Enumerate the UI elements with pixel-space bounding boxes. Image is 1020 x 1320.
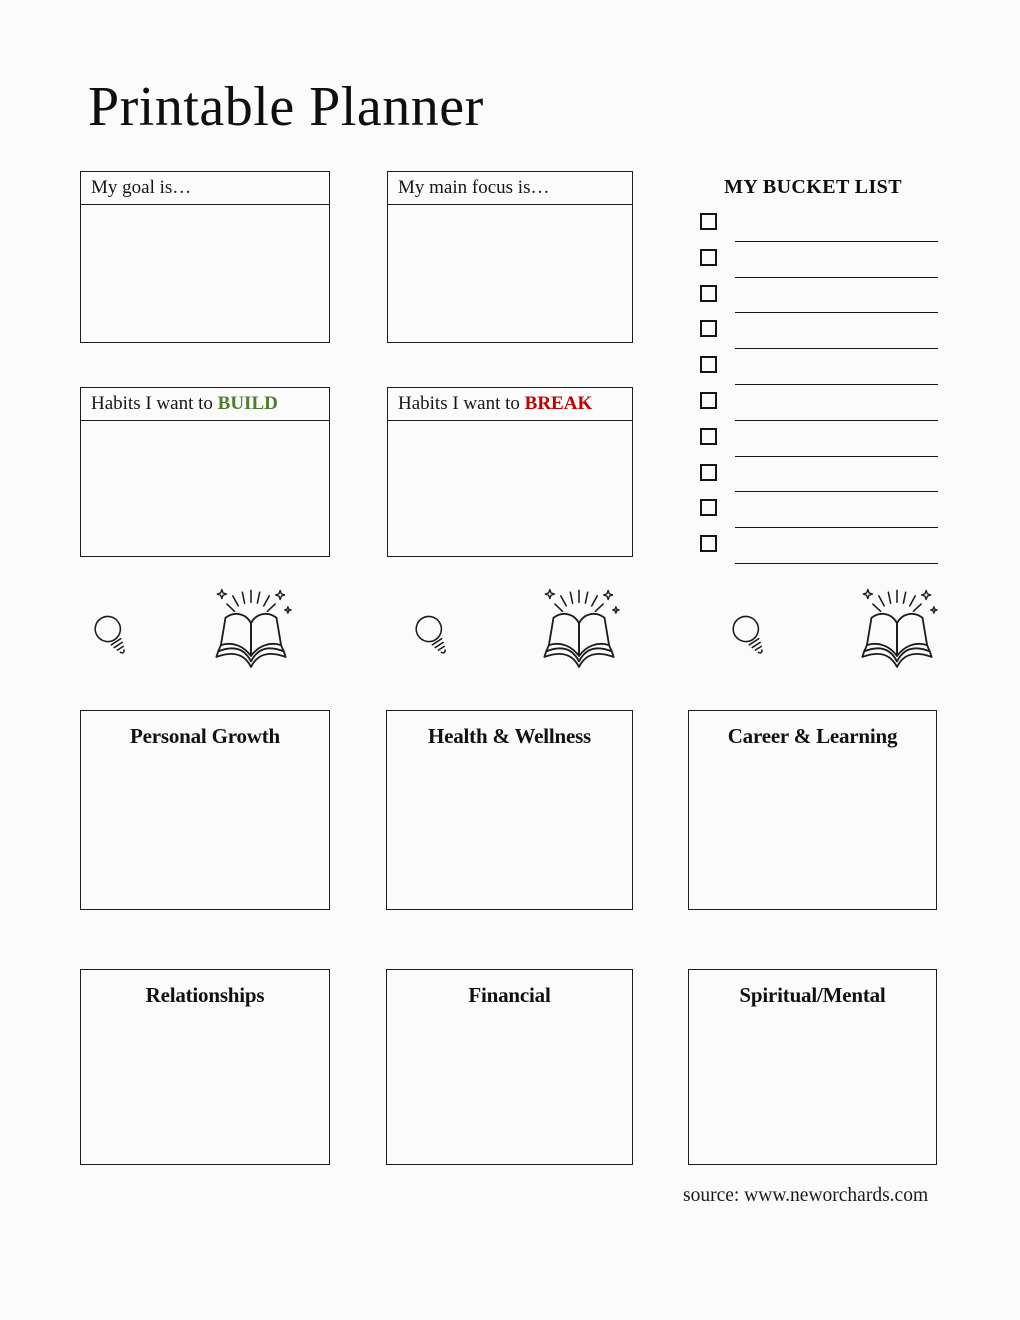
- bucket-list-item: [688, 499, 938, 535]
- habits-break-write-area[interactable]: [388, 421, 632, 556]
- goal-box-label: My goal is…: [91, 177, 192, 198]
- goal-box-write-area[interactable]: [81, 205, 329, 342]
- checkbox-icon[interactable]: [700, 356, 717, 373]
- bucket-write-line[interactable]: [735, 456, 938, 457]
- bucket-list-item: [688, 535, 938, 571]
- checkbox-icon[interactable]: [700, 392, 717, 409]
- bucket-write-line[interactable]: [735, 527, 938, 528]
- main-focus-box: [387, 171, 633, 343]
- goal-box: [80, 171, 330, 343]
- bucket-list-item: [688, 213, 938, 249]
- category-box-relationships: [80, 969, 330, 1165]
- habits-build-label-prefix: Habits I want to: [91, 393, 218, 414]
- category-write-area[interactable]: [81, 756, 329, 909]
- checkbox-icon[interactable]: [700, 464, 717, 481]
- sparkling-book-icon: [856, 583, 938, 678]
- category-box-health-wellness: [386, 710, 633, 910]
- bucket-list: [688, 176, 938, 199]
- bucket-list-item: [688, 428, 938, 464]
- category-label: Spiritual/Mental: [739, 983, 886, 1007]
- lightbulb-icon: [408, 606, 460, 668]
- bucket-write-line[interactable]: [735, 312, 938, 313]
- category-write-area[interactable]: [387, 756, 632, 909]
- checkbox-icon[interactable]: [700, 320, 717, 337]
- category-write-area[interactable]: [689, 1015, 936, 1164]
- bucket-list-item: [688, 356, 938, 392]
- category-write-area[interactable]: [81, 1015, 329, 1164]
- lightbulb-icon: [87, 606, 139, 668]
- category-box-spiritual-mental: [688, 969, 937, 1165]
- category-box-financial: [386, 969, 633, 1165]
- checkbox-icon[interactable]: [700, 249, 717, 266]
- source-note: source: www.neworchards.com: [683, 1185, 929, 1206]
- bucket-list-title: MY BUCKET LIST: [724, 176, 902, 198]
- main-focus-box-write-area[interactable]: [388, 205, 632, 342]
- bucket-write-line[interactable]: [735, 563, 938, 564]
- habits-build-write-area[interactable]: [81, 421, 329, 556]
- habits-break-box: [387, 387, 633, 557]
- checkbox-icon[interactable]: [700, 428, 717, 445]
- bucket-write-line[interactable]: [735, 277, 938, 278]
- category-label: Relationships: [145, 983, 265, 1007]
- category-label: Health & Wellness: [427, 724, 592, 748]
- category-label: Financial: [468, 983, 551, 1007]
- sparkling-book-icon: [538, 583, 620, 678]
- category-write-area[interactable]: [689, 756, 936, 909]
- habits-break-label-highlight: BREAK: [524, 393, 593, 414]
- checkbox-icon[interactable]: [700, 535, 717, 552]
- bucket-write-line[interactable]: [735, 491, 938, 492]
- bucket-list-item: [688, 464, 938, 500]
- bucket-write-line[interactable]: [735, 241, 938, 242]
- bucket-list-item: [688, 285, 938, 321]
- bucket-write-line[interactable]: [735, 384, 938, 385]
- habits-build-label-highlight: BUILD: [217, 393, 278, 414]
- habits-break-label-prefix: Habits I want to: [398, 393, 525, 414]
- habits-build-box: [80, 387, 330, 557]
- habits-break-header: [388, 388, 632, 421]
- checkbox-icon[interactable]: [700, 213, 717, 230]
- main-focus-box-header: [388, 172, 632, 205]
- main-focus-box-label: My main focus is…: [398, 177, 550, 198]
- lightbulb-icon: [725, 606, 777, 668]
- category-write-area[interactable]: [387, 1015, 632, 1164]
- page-title: Printable Planner: [88, 76, 484, 138]
- habits-build-header: [81, 388, 329, 421]
- bucket-write-line[interactable]: [735, 348, 938, 349]
- bucket-write-line[interactable]: [735, 420, 938, 421]
- bucket-list-item: [688, 249, 938, 285]
- goal-box-header: [81, 172, 329, 205]
- bucket-list-item: [688, 392, 938, 428]
- bucket-list-items: [688, 213, 938, 571]
- bucket-list-item: [688, 320, 938, 356]
- category-box-personal-growth: [80, 710, 330, 910]
- sparkling-book-icon: [210, 583, 292, 678]
- category-label: Career & Learning: [727, 724, 898, 748]
- checkbox-icon[interactable]: [700, 499, 717, 516]
- category-label: Personal Growth: [129, 724, 281, 748]
- checkbox-icon[interactable]: [700, 285, 717, 302]
- category-box-career-learning: [688, 710, 937, 910]
